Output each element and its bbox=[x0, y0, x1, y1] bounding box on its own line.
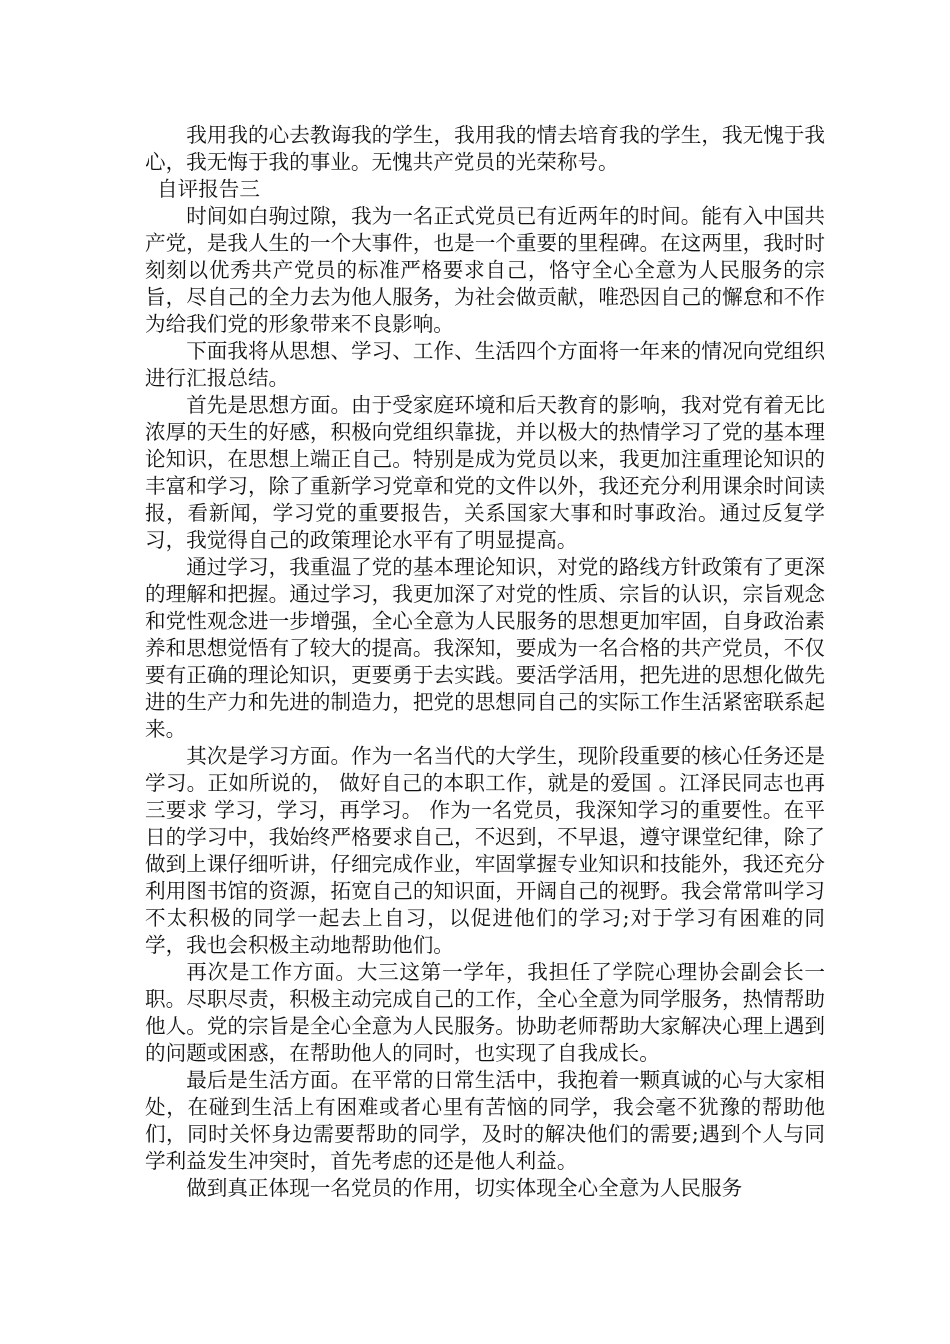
paragraph-2: 下面我将从思想、学习、工作、生活四个方面将一年来的情况向党组织进行汇报总结。 bbox=[145, 339, 825, 390]
document-page bbox=[145, 122, 825, 1202]
paragraph-6: 再次是工作方面。大三这第一学年，我担任了学院心理协会副会长一职。尽职尽责，积极主动完成自己的工作，全心全意为同学服务，热情帮助他人。党的宗旨是全心全意为人民服务。协助老师帮助大家解决心理上遇到的问题或困惑，在帮助他人的同时，也实现了自我成长。 bbox=[145, 960, 825, 1065]
paragraph-7: 最后是生活方面。在平常的日常生活中，我抱着一颗真诚的心与大家相处，在碰到生活上有困难或者心里有苦恼的同学，我会毫不犹豫的帮助他们，同时关怀身边需要帮助的同学，及时的解决他们的需要;遇到个人与同学利益发生冲突时，首先考虑的还是他人利益。 bbox=[145, 1068, 825, 1173]
paragraph-8: 做到真正体现一名党员的作用，切实体现全心全意为人民服务 bbox=[186, 1176, 743, 1200]
intro-paragraph: 我用我的心去教诲我的学生，我用我的情去培育我的学生，我无愧于我心，我无悔于我的事业。无愧共产党员的光荣称号。 bbox=[145, 123, 825, 174]
paragraph-1: 时间如白驹过隙，我为一名正式党员已有近两年的时间。能有入中国共产党，是我人生的一个大事件，也是一个重要的里程碑。在这两里，我时时刻刻以优秀共产党员的标准严格要求自己，恪守全心全意为人民服务的宗旨，尽自己的全力去为他人服务，为社会做贡献，唯恐因自己的懈怠和不作为给我们党的形象带来不良影响。 bbox=[145, 204, 825, 336]
paragraph-3: 首先是思想方面。由于受家庭环境和后天教育的影响，我对党有着无比浓厚的天生的好感，积极向党组织靠拢，并以极大的热情学习了党的基本理论知识，在思想上端正自己。特别是成为党员以来，我更加注重理论知识的丰富和学习，除了重新学习党章和党的文件以外，我还充分利用课余时间读报，看新闻，学习党的重要报告，关系国家大事和时事政治。通过反复学习，我觉得自己的政策理论水平有了明显提高。 bbox=[145, 393, 825, 552]
paragraph-4: 通过学习，我重温了党的基本理论知识，对党的路线方针政策有了更深的理解和把握。通过学习，我更加深了对党的性质、宗旨的认识，宗旨观念和党性观念进一步增强，全心全意为人民服务的思想更加牢固，自身政治素养和思想觉悟有了较大的提高。我深知，要成为一名合格的共产党员，不仅要有正确的理论知识，更要勇于去实践。要活学活用，把先进的思想化做先进的生产力和先进的制造力，把党的思想同自己的实际工作生活紧密联系起来。 bbox=[145, 555, 825, 741]
section-heading: 自评报告三 bbox=[157, 177, 260, 201]
paragraph-5: 其次是学习方面。作为一名当代的大学生，现阶段重要的核心任务还是学习。正如所说的， 做好自己的本职工作，就是的爱国 。江泽民同志也再三要求 学习，学习，再学习。 作为一名党员，我深知学习的重要性。在平日的学习中，我始终严格要求自己，不迟到，不早退，遵守课堂纪律，除了做到上课仔细听讲，仔细完成作业，牢固掌握专业知识和技能外，我还充分利用图书馆的资源，拓宽自己的知识面，开阔自己的视野。我会常常叫学习不太积极的同学一起去上自习，以促进他们的学习;对于学习有困难的同学，我也会积极主动地帮助他们。 bbox=[145, 744, 825, 957]
